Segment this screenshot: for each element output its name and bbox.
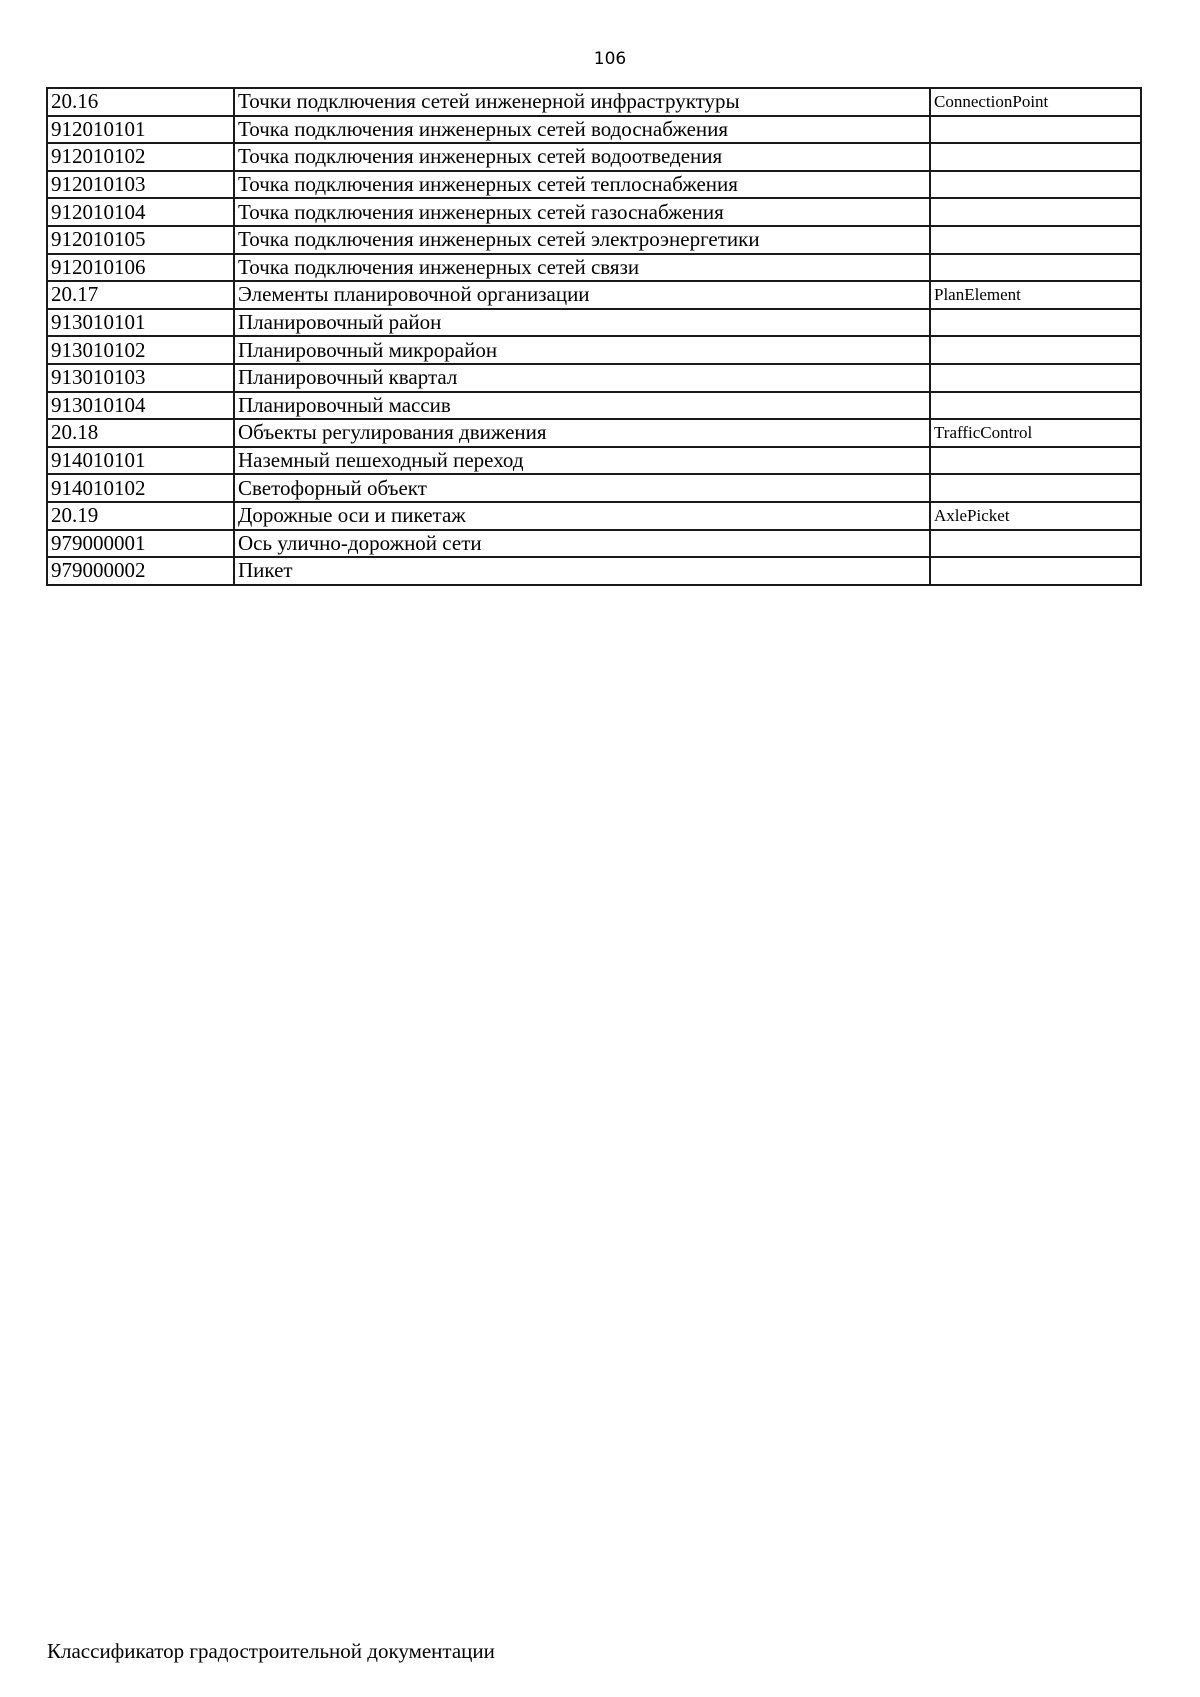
row-code: 912010106 — [47, 254, 234, 282]
table-row — [47, 171, 1141, 199]
table-row — [47, 530, 1141, 558]
document-footer: Классификатор градостроительной документации — [47, 1639, 495, 1663]
row-class: ConnectionPoint — [930, 88, 1141, 116]
table-row — [47, 474, 1141, 502]
row-code: 913010103 — [47, 364, 234, 392]
classifier-table — [46, 87, 1142, 586]
row-name: Планировочный массив — [234, 392, 930, 420]
row-name: Пикет — [234, 557, 930, 585]
row-code: 20.16 — [47, 88, 234, 116]
row-class — [930, 171, 1141, 199]
row-code: 914010102 — [47, 474, 234, 502]
row-class — [930, 474, 1141, 502]
table-row — [47, 226, 1141, 254]
row-name: Наземный пешеходный переход — [234, 447, 930, 475]
row-code: 912010102 — [47, 143, 234, 171]
table-row — [47, 116, 1141, 144]
page-number: 106 — [593, 49, 627, 69]
table-row — [47, 502, 1141, 530]
row-name: Планировочный микрорайон — [234, 336, 930, 364]
row-code: 912010104 — [47, 198, 234, 226]
row-code: 912010103 — [47, 171, 234, 199]
row-name: Точка подключения инженерных сетей водоотведения — [234, 143, 930, 171]
row-name: Точки подключения сетей инженерной инфраструктуры — [234, 88, 930, 116]
table-row — [47, 392, 1141, 420]
row-class — [930, 364, 1141, 392]
row-class — [930, 447, 1141, 475]
row-code: 979000001 — [47, 530, 234, 558]
row-class — [930, 143, 1141, 171]
row-class — [930, 226, 1141, 254]
row-class — [930, 392, 1141, 420]
row-code: 20.19 — [47, 502, 234, 530]
row-class — [930, 557, 1141, 585]
table-row — [47, 309, 1141, 337]
row-code: 913010101 — [47, 309, 234, 337]
row-class — [930, 198, 1141, 226]
table-row — [47, 281, 1141, 309]
row-code: 913010104 — [47, 392, 234, 420]
table-row — [47, 336, 1141, 364]
row-class: AxlePicket — [930, 502, 1141, 530]
row-name: Планировочный квартал — [234, 364, 930, 392]
row-class — [930, 309, 1141, 337]
row-code: 912010101 — [47, 116, 234, 144]
table-row — [47, 557, 1141, 585]
row-name: Точка подключения инженерных сетей электроэнергетики — [234, 226, 930, 254]
table-row — [47, 364, 1141, 392]
row-name: Точка подключения инженерных сетей теплоснабжения — [234, 171, 930, 199]
row-name: Точка подключения инженерных сетей водоснабжения — [234, 116, 930, 144]
row-class — [930, 336, 1141, 364]
row-name: Дорожные оси и пикетаж — [234, 502, 930, 530]
row-name: Объекты регулирования движения — [234, 419, 930, 447]
row-code: 912010105 — [47, 226, 234, 254]
row-class — [930, 116, 1141, 144]
row-class: PlanElement — [930, 281, 1141, 309]
row-class — [930, 254, 1141, 282]
row-name: Планировочный район — [234, 309, 930, 337]
row-name: Точка подключения инженерных сетей газоснабжения — [234, 198, 930, 226]
row-code: 20.17 — [47, 281, 234, 309]
row-name: Элементы планировочной организации — [234, 281, 930, 309]
row-class: TrafficControl — [930, 419, 1141, 447]
table-row — [47, 419, 1141, 447]
row-name: Светофорный объект — [234, 474, 930, 502]
row-code: 913010102 — [47, 336, 234, 364]
row-code: 979000002 — [47, 557, 234, 585]
classifier-table-body — [47, 88, 1141, 585]
row-name: Точка подключения инженерных сетей связи — [234, 254, 930, 282]
table-row — [47, 447, 1141, 475]
row-code: 914010101 — [47, 447, 234, 475]
row-code: 20.18 — [47, 419, 234, 447]
table-row — [47, 254, 1141, 282]
row-name: Ось улично-дорожной сети — [234, 530, 930, 558]
table-row — [47, 143, 1141, 171]
row-class — [930, 530, 1141, 558]
table-row — [47, 88, 1141, 116]
table-row — [47, 198, 1141, 226]
